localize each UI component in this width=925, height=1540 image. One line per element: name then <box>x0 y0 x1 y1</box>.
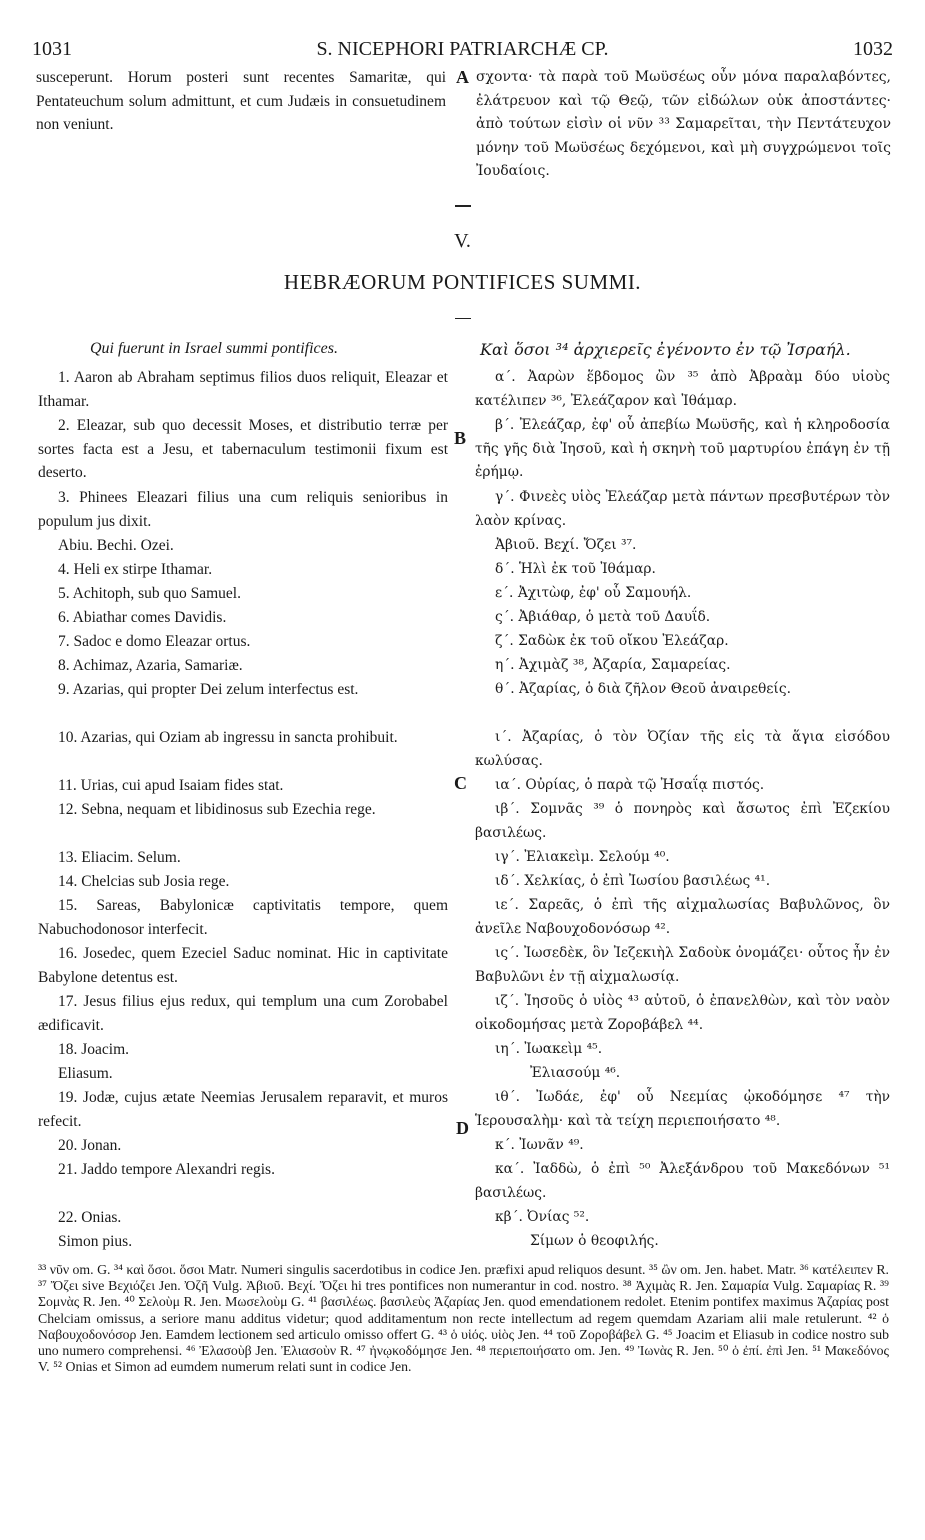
greek-column-heading: Καὶ ὅσοι ³⁴ ἀρχιερεῖς ἐγένοντο ἐν τῷ Ἰσραήλ. <box>480 340 851 359</box>
greek-entry: ζ΄. Σαδὼκ ἐκ τοῦ οἴκου Ἐλεάζαρ. <box>495 633 729 649</box>
greek-entry: Ἀβιοῦ. Βεχί. Ὄζει ³⁷. <box>495 537 637 553</box>
margin-marker-b: B <box>454 428 467 448</box>
greek-entry: κ΄. Ἰωνᾶν ⁴⁹. <box>495 1137 584 1153</box>
latin-entry: 20. Jonan. <box>58 1137 122 1154</box>
greek-entry: ε΄. Ἀχιτὼφ, ἐφ' οὗ Σαμουήλ. <box>495 585 692 601</box>
greek-entry: Ἐλιασούμ ⁴⁶. <box>530 1065 621 1081</box>
latin-entry: 9. Azarias, qui propter Dei zelum interfectus est. <box>58 681 359 698</box>
section-title: HEBRÆORUM PONTIFICES SUMMI. <box>283 270 642 294</box>
latin-entry: 12. Sebna, nequam et libidinosus sub Ezechia rege. <box>58 801 376 818</box>
greek-entry: ιβ΄. Σομνᾶς ³⁹ ὁ πονηρὸς καὶ ἄσωτος ἐπὶ Ἐζεκίου βασιλέως. <box>475 801 890 841</box>
greek-entry: ια΄. Οὐρίας, ὁ παρὰ τῷ Ἠσαΐᾳ πιστός. <box>495 777 765 793</box>
margin-marker-c: C <box>454 773 467 793</box>
latin-entry: 3. Phinees Eleazari filius una cum reliquis senioribus in populum jus dixit. <box>38 489 448 530</box>
latin-column-heading: Qui fuerunt in Israel summi pontifices. <box>90 340 338 357</box>
greek-entry: ις΄. Ἰωσεδὲκ, ὃν Ἰεζεκιὴλ Σαδοὺκ ὀνομάζει· οὗτος ἦν ἐν Βαβυλῶνι ἐν τῇ αἰχμαλωσίᾳ. <box>475 945 890 985</box>
latin-entry: 6. Abiathar comes Davidis. <box>58 609 227 626</box>
greek-entry: κβ΄. Ὀνίας ⁵². <box>495 1209 590 1225</box>
latin-entry: 17. Jesus filius ejus redux, qui templum una cum Zorobabel ædificavit. <box>38 993 448 1034</box>
latin-entry: 19. Jodæ, cujus ætate Neemias Jerusalem reparavit, et muros refecit. <box>38 1089 448 1130</box>
greek-entry: θ΄. Ἀζαρίας, ὁ διὰ ζῆλον Θεοῦ ἀναιρεθείς. <box>495 681 791 697</box>
latin-entry: 7. Sadoc e domo Eleazar ortus. <box>58 633 251 650</box>
margin-marker-a: A <box>456 67 469 87</box>
latin-entry: 10. Azarias, qui Oziam ab ingressu in sancta prohibuit. <box>58 729 398 746</box>
section-number: V. <box>454 230 471 252</box>
right-page-number: 1032 <box>853 38 893 60</box>
greek-entry: Σίμων ὁ θεοφιλής. <box>530 1233 659 1249</box>
greek-entry: ι΄. Ἀζαρίας, ὁ τὸν Ὀζίαν τῆς εἰς τὰ ἅγια εἰσόδου κωλύσας. <box>475 729 890 769</box>
latin-entry: Eliasum. <box>58 1065 113 1082</box>
greek-entry: ιγ΄. Ἐλιακεὶμ. Σελούμ ⁴⁰. <box>495 849 670 865</box>
running-title: S. NICEPHORI PATRIARCHÆ CP. <box>316 38 609 60</box>
greek-entry: γ΄. Φινεὲς υἱὸς Ἐλεάζαρ μετὰ πάντων πρεσβυτέρων τὸν λαὸν κρίνας. <box>475 489 890 529</box>
greek-entry: κα΄. Ἰαδδὼ, ὁ ἐπὶ ⁵⁰ Ἀλεξάνδρου τοῦ Μακεδόνων ⁵¹ βασιλέως. <box>475 1161 890 1201</box>
footnotes <box>38 1262 889 1375</box>
latin-entry: 5. Achitoph, sub quo Samuel. <box>58 585 241 602</box>
latin-entry: Simon pius. <box>58 1233 133 1250</box>
margin-marker-d: D <box>456 1118 469 1138</box>
latin-entry: 8. Achimaz, Azaria, Samariæ. <box>58 657 243 674</box>
latin-entry: 18. Joacim. <box>58 1041 130 1058</box>
latin-entry: 14. Chelcias sub Josia rege. <box>58 873 230 890</box>
latin-entry: 21. Jaddo tempore Alexandri regis. <box>58 1161 275 1178</box>
greek-entry: ιδ΄. Χελκίας, ὁ ἐπὶ Ἰωσίου βασιλέως ⁴¹. <box>495 873 771 889</box>
latin-entry: 13. Eliacim. Selum. <box>58 849 181 866</box>
latin-continuation: susceperunt. Horum posteri sunt recentes Samaritæ, qui Pentateuchum solum admittunt, et cum Judæis in consuetudinem non veniunt. <box>36 69 446 133</box>
left-page-number: 1031 <box>32 38 72 60</box>
latin-entry: 15. Sareas, Babylonicæ captivitatis tempore, quem Nabuchodonosor interfecit. <box>38 897 448 938</box>
latin-entry: 2. Eleazar, sub quo decessit Moses, et distributio terræ per sortes facta est a Jesu, et tabernaculum testimonii fixum est deserto. <box>38 417 448 481</box>
latin-entry: Abiu. Bechi. Ozei. <box>58 537 174 554</box>
greek-entry: α΄. Ἀαρὼν ἕβδομος ὢν ³⁵ ἀπὸ Ἀβραὰμ δύο υἱοὺς κατέλιπεν ³⁶, Ἐλεάζαρον καὶ Ἰθάμαρ. <box>475 369 890 409</box>
latin-entry: 16. Josedec, quem Ezeciel Saduc nominat. Hic in captivitate Babylone detentus est. <box>38 945 448 986</box>
greek-entry: η΄. Ἀχιμὰζ ³⁸, Ἀζαρία, Σαμαρείας. <box>495 657 731 673</box>
greek-entry: ιθ΄. Ἰωδάε, ἐφ' οὗ Νεεμίας ᾠκοδόμησε ⁴⁷ τὴν Ἱερουσαλὴμ· καὶ τὰ τείχη περιεποιήσατο ⁴⁸. <box>475 1089 890 1129</box>
greek-entry: β΄. Ἐλεάζαρ, ἐφ' οὗ ἀπεβίω Μωϋσῆς, καὶ ἡ κληροδοσία τῆς γῆς διὰ Ἰησοῦ, καὶ ἡ σκηνὴ τοῦ μαρτυρίου ἐπάγη ἐν τῇ ἐρήμῳ. <box>475 417 890 480</box>
greek-continuation: σχοντα· τὰ παρὰ τοῦ Μωϋσέως οὖν μόνα παραλαβόντες, ἐλάτρευον καὶ τῷ Θεῷ, τῶν εἰδώλων οὐκ ἀποστάντες· ἀπὸ τούτων εἰσὶν οἱ νῦν ³³ Σαμαρεῖται, τὴν Πεντάτευχον μόνην τοῦ Μωϋσέως δεχόμενοι, καὶ μὴ συγχρώμενοι τοῖς Ἰουδαίοις. <box>476 69 891 179</box>
greek-entry: δ΄. Ἡλὶ ἐκ τοῦ Ἰθάμαρ. <box>495 561 656 577</box>
footnote-text: ³³ νῦν om. G. ³⁴ καὶ ὅσοι. ὅσοι Matr. Numeri singulis sacerdotibus in codice Jen. præfixi apud reliquos desunt. ³⁵ ὢν om. Jen. habet. Matr. ³⁶ κατέλειπεν R. ³⁷ Ὄζει sive Βεχιόζει Jen. Ὀζῆ Vulg. Ἀβιοῦ. Βεχί. Ὄζει hi tres pontifices non numerantur in cod. nostro. ³⁸ Ἀχιμὰς R. Jen. Σαμαρία Vulg. Σαμαρίας R. ³⁹ Σομνὰς R. Jen. ⁴⁰ Σελοὺμ R. Jen. Μωσελοὺμ G. ⁴¹ βασιλέως. βασιλεὺς Ἀζαρίας Jen. quod emendationem redolet. Etenim pontifex maximus Ἀζαρίας post Chelciam omissus, a seriore manu additus videtur; quod additamentum non recte intellectum ad regem quemdam Azariam alii male retulerunt. ⁴² ὁ Ναβουχοδονόσορ Jen. Eamdem lectionem sed articulo omisso offert G. ⁴³ ὁ υἱός. υἱὸς Jen. ⁴⁴ τοῦ Ζοροβάβελ G. ⁴⁵ Joacim et Eliasub in codice nostro sub uno numero comprehensi. ⁴⁶ Ἐλασοὺβ Jen. Ἐλιασοὺν R. ⁴⁷ ἠνῳκοδόμησε Jen. ⁴⁸ περιεποιήσατο om. Jen. ⁴⁹ Ἰωνὰς R. Jen. ⁵⁰ ὁ ἐπί. ἐπὶ Jen. ⁵¹ Μακεδόνος V. ⁵² Onias et Simon ad eumdem numerum relati sunt in codice Jen. <box>38 1262 889 1375</box>
greek-entry: ιζ΄. Ἰησοῦς ὁ υἱὸς ⁴³ αὐτοῦ, ὁ ἐπανελθὼν, καὶ τὸν ναὸν οἰκοδομήσας μετὰ Ζοροβάβελ ⁴⁴. <box>475 993 890 1033</box>
latin-entry: 1. Aaron ab Abraham septimus filios duos reliquit, Eleazar et Ithamar. <box>38 369 448 410</box>
greek-entry: ιε΄. Σαρεᾶς, ὁ ἐπὶ τῆς αἰχμαλωσίας Βαβυλῶνος, ὃν ἀνεῖλε Ναβουχοδονόσωρ ⁴². <box>475 897 890 937</box>
latin-entry: 22. Onias. <box>58 1209 122 1226</box>
greek-entry: ιη΄. Ἰωακεὶμ ⁴⁵. <box>495 1041 603 1057</box>
latin-entry: 11. Urias, cui apud Isaiam fides stat. <box>58 777 284 794</box>
greek-entry: ς΄. Ἀβιάθαρ, ὁ μετὰ τοῦ Δαυΐδ. <box>495 609 711 625</box>
latin-entry: 4. Heli ex stirpe Ithamar. <box>58 561 213 578</box>
